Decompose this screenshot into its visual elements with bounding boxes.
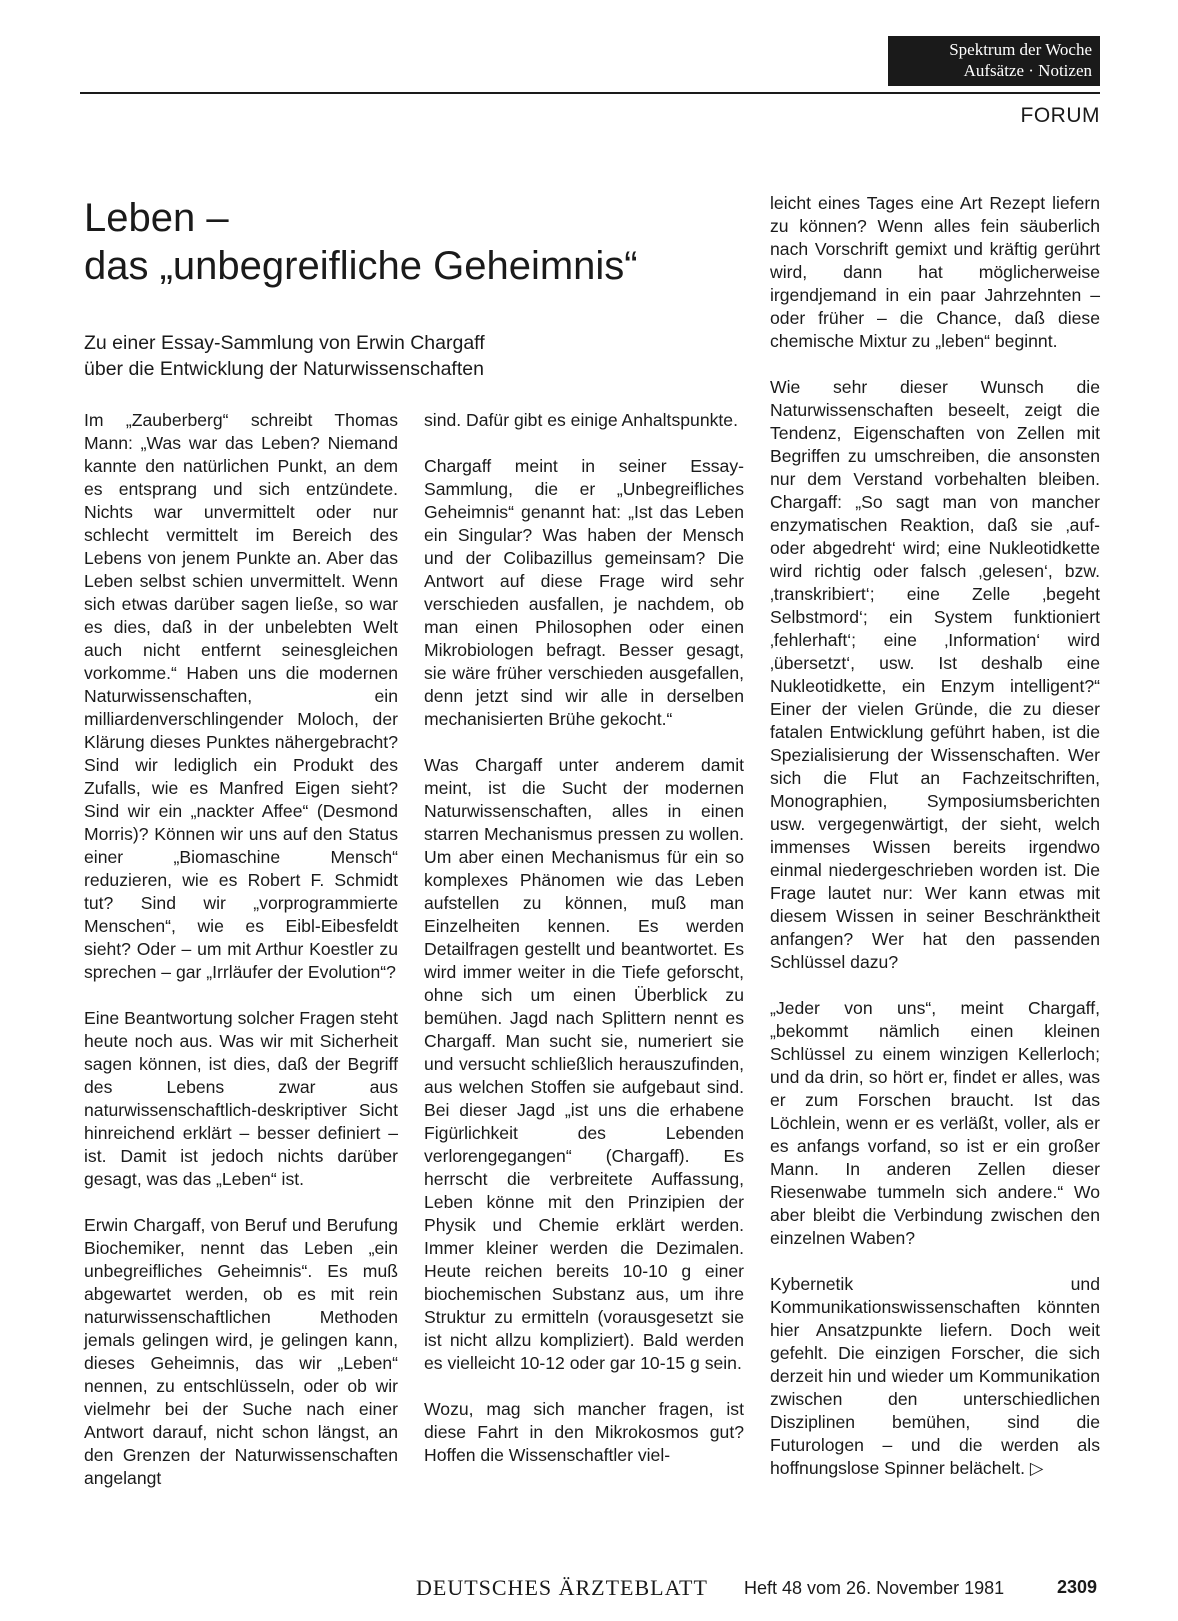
text-column-2 xyxy=(424,409,744,1490)
text-column-3 xyxy=(770,192,1100,1503)
article-title-line-1: Leben – xyxy=(84,196,229,240)
paragraph: „Jeder von uns“, meint Chargaff, „bekommt nämlich einen kleinen Schlüssel zu einem winzigen Kellerloch; und da drin, so hört er, findet er alles, was er zum Forschen braucht. Ist das Löchlein, wenn er es verläßt, voller, als er es anfangs vorfand, so ist er ein großer Mann. In anderen Zellen dieser Riesenwabe tummeln sich andere.“ Wo aber bleibt die Verbindung zwischen den einzelnen Waben? xyxy=(770,998,1100,1248)
article-title-line-2: das „unbegreifliche Geheimnis“ xyxy=(84,244,638,288)
article-subtitle-line-2: über die Entwicklung der Naturwissenschaften xyxy=(84,358,484,380)
paragraph: sind. Dafür gibt es einige Anhaltspunkte. xyxy=(424,410,738,430)
article-subtitle-line-1: Zu einer Essay-Sammlung von Erwin Chargaff xyxy=(84,332,485,354)
footer-issue: Heft 48 vom 26. November 1981 xyxy=(744,1578,1005,1598)
header-box-line-2: Aufsätze · Notizen xyxy=(963,61,1092,80)
paragraph: Erwin Chargaff, von Beruf und Berufung Biochemiker, nennt das Leben „ein unbegreifliches Geheimnis“. Es muß abgewartet werden, ob es mit rein naturwissenschaftlichen Methoden jemals gelingen wird, je gelingen kann, dieses Geheimnis, das wir „Leben“ nennen, zu entschlüsseln, oder ob wir vielmehr bei der Suche nach einer Antwort darauf, nicht schon längst, an den Grenzen der Naturwissenschaften angelangt xyxy=(84,1215,398,1488)
text-column-1 xyxy=(84,409,398,1513)
paragraph: Chargaff meint in seiner Essay-Sammlung, die er „Unbegreifliches Geheimnis“ genannt hat: „Ist das Leben ein Singular? Was haben der Mensch und der Colibazillus gemeinsam? Die Antwort auf diese Frage wird sehr verschieden ausfallen, je nachdem, ob man einen Philosophen oder einen Mikrobiologen befragt. Besser gesagt, sie wäre früher verschieden ausgefallen, denn jetzt sind wir alle in derselben mechanisierten Brühe gekocht.“ xyxy=(424,456,744,729)
paragraph: Im „Zauberberg“ schreibt Thomas Mann: „Was war das Leben? Niemand kannte den natürlichen Punkt, an dem es entsprang und sich entzündete. Nichts war unvermittelt oder nur schlecht vermittelt im Bereich des Lebens von jenem Punkte an. Aber das Leben selbst schien unvermittelt. Wenn sich etwas darüber sagen ließe, so war es dies, daß in der unbelebten Welt auch nicht entfernt seinesgleichen vorkomme.“ Haben uns die modernen Naturwissenschaften, ein milliardenverschlingender Moloch, der Klärung dieses Punktes nähergebracht? Sind wir lediglich ein Produkt des Zufalls, wie es Manfred Eigen sieht? Sind wir ein „nackter Affee“ (Desmond Morris)? Können wir uns auf den Status einer „Biomaschine Mensch“ reduzieren, wie es Robert F. Schmidt tut? Sind wir „vorprogrammierte Menschen“, wie es Eibl-Eibesfeldt sieht? Oder – um mit Arthur Koestler zu sprechen – gar „Irrläufer der Evolution“? xyxy=(84,410,398,982)
paragraph: Was Chargaff unter anderem damit meint, ist die Sucht der modernen Naturwissenschaften, alles in einen starren Mechanismus pressen zu wollen. Um aber einen Mechanismus für ein so komplexes Phänomen wie das Leben aufstellen zu können, muß man Einzelheiten kennen. Es werden Detailfragen gestellt und beantwortet. Es wird immer weiter in die Tiefe geforscht, ohne sich um einen Überblick zu bemühen. Jagd nach Splittern nennt es Chargaff. Man sucht sie, numeriert sie und versucht schließlich herauszufinden, aus welchen Stoffen sie aufgebaut sind. Bei dieser Jagd „ist uns die erhabene Figürlichkeit des Lebenden verlorengegangen“ (Chargaff). Es herrscht die verbreitete Auffassung, Leben könne mit den Prinzipien der Physik und Chemie erklärt werden. Immer kleiner werden die Dezimalen. Heute reichen bereits 10-10 g einer biochemischen Substanz aus, um ihre Struktur zu ermitteln (vorausgesetzt sie ist nicht allzu kompliziert). Bald werden es vielleicht 10-12 oder gar 10-15 g sein. xyxy=(424,755,744,1373)
article-title xyxy=(84,194,724,290)
header-box-line-1: Spektrum der Woche xyxy=(949,40,1092,59)
paragraph: Eine Beantwortung solcher Fragen steht heute noch aus. Was wir mit Sicherheit sagen können, ist dies, daß der Begriff des Lebens zwar aus naturwissenschaftlich-deskriptiver Sicht hinreichend erklärt – besser definiert – ist. Damit ist jedoch nichts darüber gesagt, was das „Leben“ ist. xyxy=(84,1008,398,1189)
paragraph: Kybernetik und Kommunikationswissenschaften könnten hier Ansatzpunkte liefern. Doch weit gefehlt. Die einzigen Forscher, die sich derzeit hin und wieder um Kommunikation zwischen den unterschiedlichen Disziplinen bemühen, sind die Futurologen – und die werden als hoffnungslose Spinner belächelt. ▷ xyxy=(770,1274,1100,1478)
paragraph: Wozu, mag sich mancher fragen, ist diese Fahrt in den Mikrokosmos gut? Hoffen die Wissenschaftler viel- xyxy=(424,1399,744,1465)
header-rule xyxy=(80,92,1100,94)
section-label: FORUM xyxy=(1020,104,1100,127)
paragraph: Wie sehr dieser Wunsch die Naturwissenschaften beseelt, zeigt die Tendenz, Eigenschaften von Zellen mit Begriffen zu umschreiben, die ansonsten nur dem Verstand vorbehalten bleiben. Chargaff: „So sagt man von mancher enzymatischen Reaktion, daß sie ‚auf- oder abgedreht‘ wird; eine Nukleotidkette wird richtig oder falsch ‚gelesen‘, bzw. ‚transkribiert‘; eine Zelle ‚begeht Selbstmord‘; ein System funktioniert ‚fehlerhaft‘; eine ‚Information‘ wird ‚übersetzt‘, usw. Ist deshalb eine Nukleotidkette, ein Enzym intelligent?“ Einer der vielen Gründe, die zu dieser fatalen Entwicklung geführt haben, ist die Spezialisierung der Wissenschaften. Wer sich die Flut an Fachzeitschriften, Monographien, Symposiumsberichten usw. vergegenwärtigt, der sieht, welch immenses Wissen bereits irgendwo einmal niedergeschrieben worden ist. Die Frage lautet nur: Wer kann etwas mit diesem Wissen in seiner Beschränktheit anfangen? Wer hat den passenden Schlüssel dazu? xyxy=(770,377,1100,972)
section-header-box xyxy=(888,36,1100,86)
page-number: 2309 xyxy=(1057,1577,1098,1597)
article-subtitle xyxy=(84,330,724,382)
footer-journal-name: DEUTSCHES ÄRZTEBLATT xyxy=(416,1575,708,1600)
paragraph: leicht eines Tages eine Art Rezept liefern zu können? Wenn alles fein säuberlich nach Vorschrift gemixt und kräftig gerührt wird, dann hat möglicherweise irgendjemand in ein paar Jahrzehnten – oder früher – die Chance, daß diese chemische Mixtur zu „leben“ beginnt. xyxy=(770,193,1100,351)
